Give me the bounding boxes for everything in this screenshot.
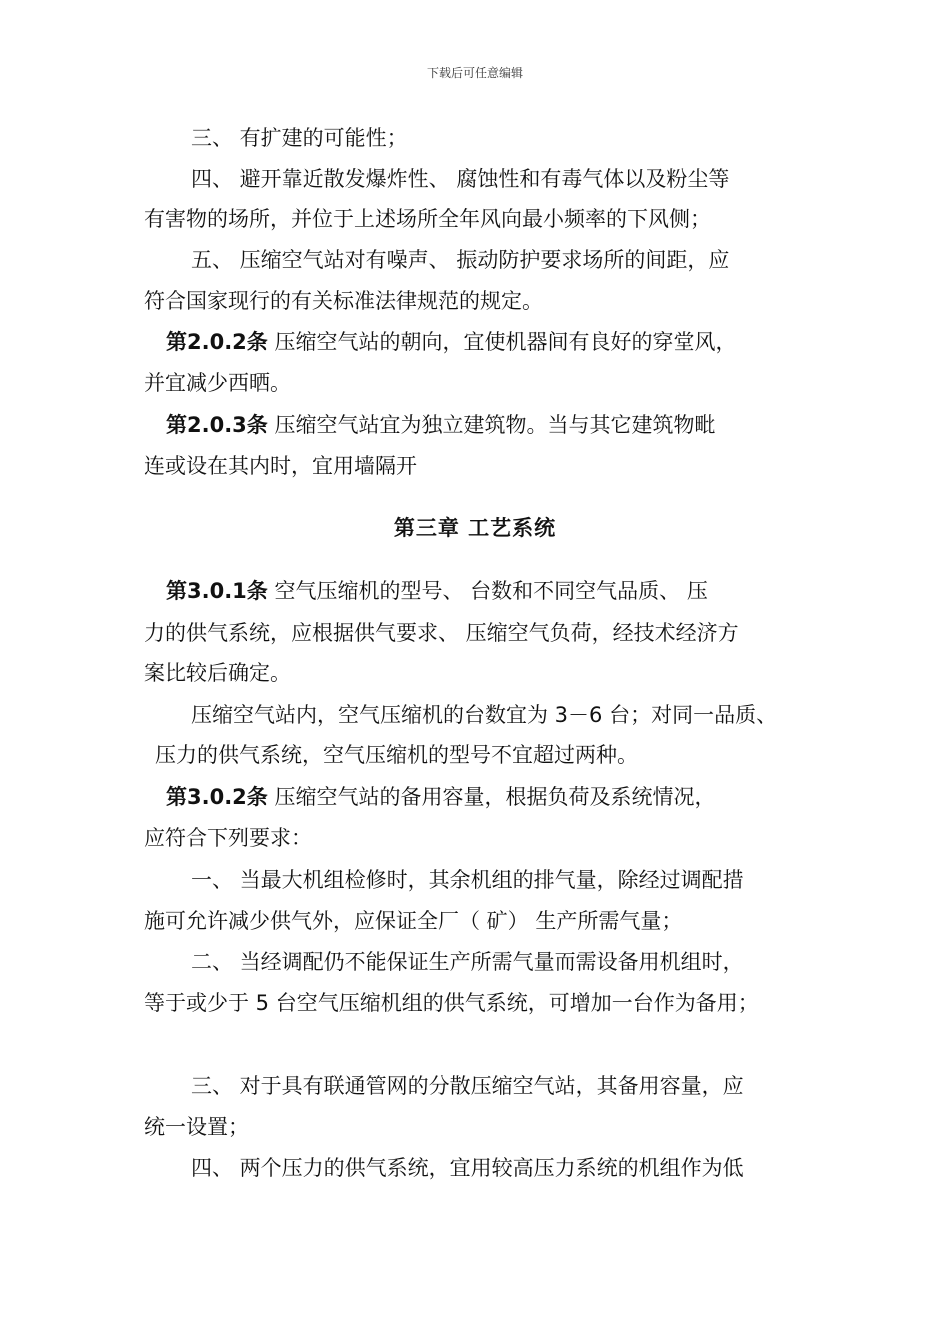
paragraph-line: 并宜减少西晒。: [144, 371, 291, 395]
article-number: 第3.0.1条: [166, 579, 268, 603]
paragraph-line: 压力的供气系统，空气压缩机的型号不宜超过两种。: [155, 743, 638, 767]
paragraph-line: 压缩空气站内，空气压缩机的台数宜为 3－6 台；对同一品质、: [191, 703, 778, 727]
paragraph-line: 三、 对于具有联通管网的分散压缩空气站，其备用容量，应: [191, 1074, 744, 1098]
paragraph-line: 施可允许减少供气外，应保证全厂（ 矿） 生产所需气量；: [144, 909, 683, 933]
article-number: 第2.0.3条: [166, 413, 268, 437]
paragraph-line: 统一设置；: [144, 1115, 249, 1139]
paragraph-line: 应符合下列要求：: [144, 826, 312, 850]
paragraph-line: 连或设在其内时，宜用墙隔开: [144, 454, 417, 478]
paragraph-line: 力的供气系统，应根据供气要求、 压缩空气负荷，经技术经济方: [144, 621, 739, 645]
article-number: 第2.0.2条: [166, 330, 268, 354]
article-line: 第3.0.2条 压缩空气站的备用容量，根据负荷及系统情况，: [166, 785, 716, 809]
chapter-title: 第三章 工艺系统: [393, 516, 557, 540]
paragraph-line: 二、 当经调配仍不能保证生产所需气量而需设备用机组时，: [191, 950, 744, 974]
paragraph-line: 一、 当最大机组检修时，其余机组的排气量，除经过调配措: [191, 868, 744, 892]
paragraph-line: 三、 有扩建的可能性；: [191, 126, 408, 150]
paragraph-line: 有害物的场所，并位于上述场所全年风向最小频率的下风侧；: [144, 207, 711, 231]
page-header: 下载后可任意编辑: [426, 66, 523, 80]
article-line: 第2.0.3条 压缩空气站宜为独立建筑物。当与其它建筑物毗: [166, 413, 716, 437]
paragraph-line: 案比较后确定。: [144, 661, 291, 685]
paragraph-line: 四、 两个压力的供气系统，宜用较高压力系统的机组作为低: [191, 1156, 744, 1180]
paragraph-line: 四、 避开靠近散发爆炸性、 腐蚀性和有毒气体以及粉尘等: [191, 167, 730, 191]
paragraph-line: 五、 压缩空气站对有噪声、 振动防护要求场所的间距，应: [191, 248, 730, 272]
paragraph-line: 等于或少于 5 台空气压缩机组的供气系统，可增加一台作为备用；: [144, 991, 759, 1015]
article-line: 第2.0.2条 压缩空气站的朝向，宜使机器间有良好的穿堂风，: [166, 330, 737, 354]
article-line: 第3.0.1条 空气压缩机的型号、 台数和不同空气品质、 压: [166, 579, 708, 603]
article-number: 第3.0.2条: [166, 785, 268, 809]
paragraph-line: 符合国家现行的有关标准法律规范的规定。: [144, 289, 543, 313]
